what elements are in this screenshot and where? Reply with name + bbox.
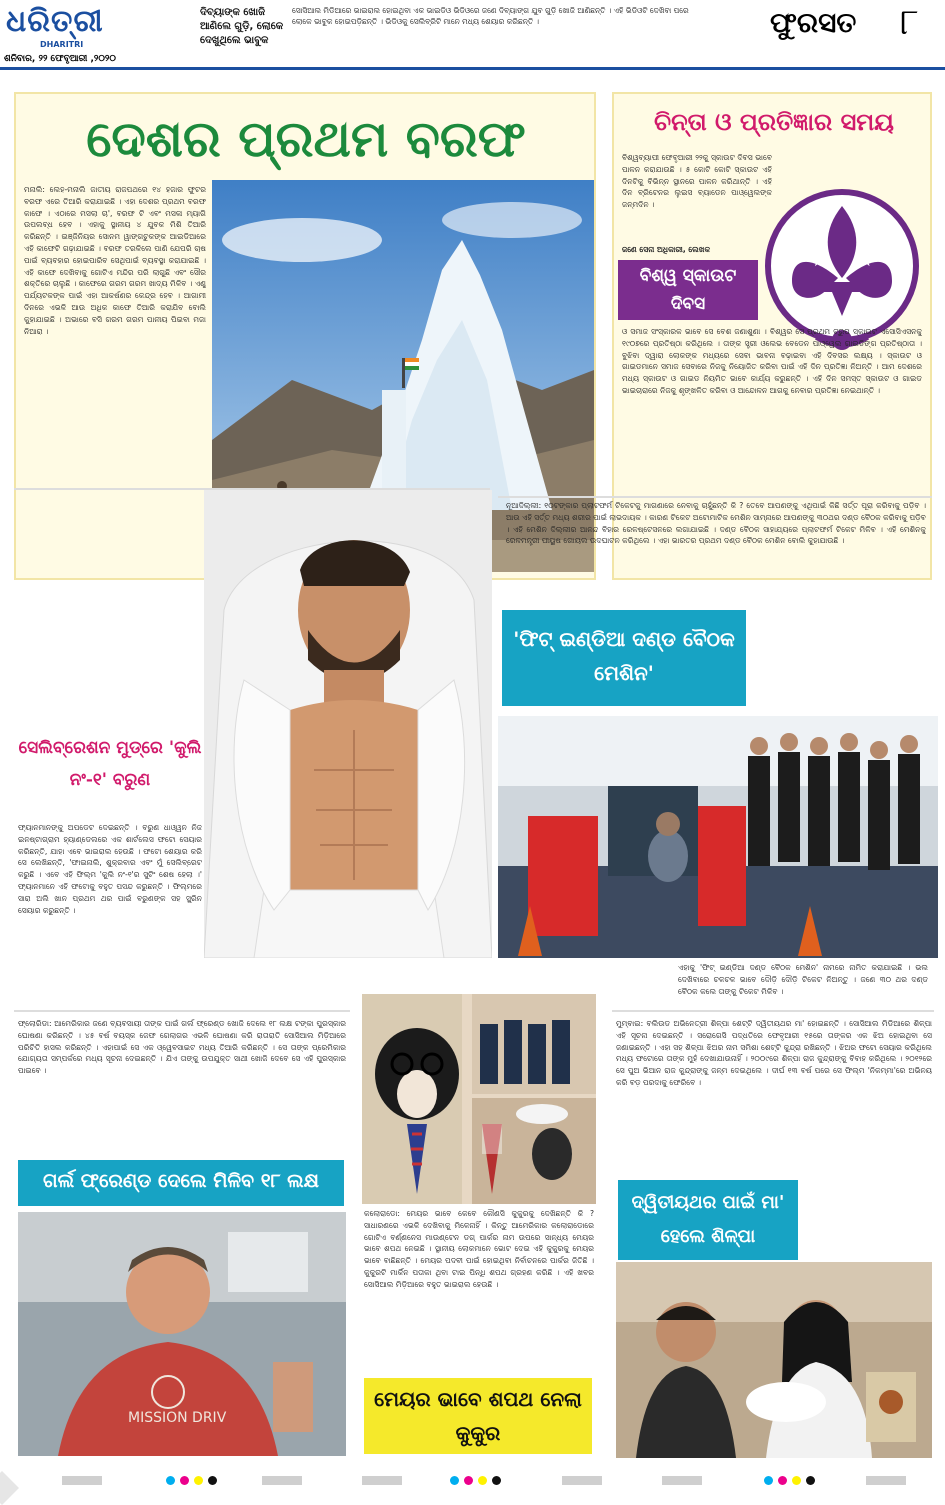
gray-bar-icon: [866, 1476, 906, 1485]
story-shilpa: [612, 1010, 934, 1462]
story-girlfriend: [14, 1010, 350, 1462]
gray-bar-icon: [62, 1476, 102, 1485]
dog-mayor-image: [362, 994, 596, 1204]
color-dot-icon: [464, 1476, 473, 1485]
shilpa-photo: [616, 1262, 932, 1458]
svg-text:★: ★: [860, 254, 873, 270]
story-fit-india-body: ନୂଆଦିଲ୍ଲୀ: ୧୦ଟଙ୍କାର ପ୍ଲାଟଫର୍ମ ଟିକେଟକୁ ମାଗଣାରେ ନେବାକୁ ଚାହୁଁଛନ୍ତି କି ? ତେବେ ଆପଣଙ୍କୁ ଏଥିପାଇଁ କିଛି ସର୍ତ୍ତ ପୂରା କରିବାକୁ ପଡ଼ିବ । ଆଉ ଏହି ସର୍ତ୍ତ ମଧ୍ୟ ଶରୀର ପାଇଁ ଲାଭଦାୟକ । କାରଣ ଟିକେଟ ଅଟୋମାଟିକ ମେଶିନ ସାମ୍ନାରେ ଆପଣଙ୍କୁ ୩୦ଥର ଦଣ୍ଡ ବୈଠକ କରିବାକୁ ପଡ଼ିବ । ଏହି ମେଶିନ ଦିଲ୍ଲୀର ଆନନ୍ଦ ବିହାର ରେଳଷ୍ଟେସନରେ ଲଗାଯାଇଛି । ଦଣ୍ଡ ବୈଠକ ସାହାଯ୍ୟରେ ପ୍ଲାଟଫର୍ମ ଟିକେଟ ମିଳିବ । ଏହି ମେଶିନକୁ ରେଳମନ୍ତ୍ରୀ ପୀୟୁଷ ଗୋୟଲ ଉଦଘାଟନ କରିଥିଲେ । ଏହା ଭାରତର ପ୍ରଥମ ଦଣ୍ଡ ବୈଠକ ମେଶିନ ବୋଲି କୁହାଯାଉଛି ।: [506, 501, 926, 546]
story-ice-cafe-body: ମନାଲି: ଲେହ-ମନାଲି ଜାତୀୟ ରାଜପଥରେ ୧୪ ହଜାର ଫୁଟର ବରଫ ଏରେ ତିଆରି କରାଯାଇଛି । ଏହା ଦେଶର ପ୍ରଥମ ବରଫ କାଫେ । ଏଠାରେ ମସଲା ଚା', ବରଫ ଟି ଏବଂ ମସଳା ମ୍ୟାଗି ଉପଲବ୍ଧ ହେବ । ଏହାକୁ ସ୍ଥାନୀୟ ୪ ଯୁବକ ମିଶି ତିଆରି କରିଛନ୍ତି । ଇଞ୍ଜିନିୟର ସୋନମ ୱାଙ୍ଗଚୁକଙ୍କ ଆଇଡିଆରେ ଏହି କାଫେଟି ଗଢ଼ାଯାଇଛି । ବରଫ ତରଳିଲେ ପାଣି ଯେପରି ଚାଷ ପାଇଁ ବ୍ୟବହାର ହୋଇପାରିବ ସେଥିପାଇଁ ବ୍ୟବସ୍ଥା କରାଯାଇଛି । ଏହି କାଫେ ଦେଖିବାକୁ ଗୋଟିଏ ମନ୍ଦିର ପରି ଲାଗୁଛି ଏବଂ ସୌର ଶକ୍ତିରେ ଚାଲୁଛି । କାଫେରେ ଗରମ ଗରମ ଖାଦ୍ୟ ମିଳିବ । ଏଣୁ ପର୍ଯ୍ୟଟକଙ୍କ ପାଇଁ ଏହା ଆକର୍ଷଣର କେନ୍ଦ୍ର ହେବ । ଆଗାମୀ ଦିନରେ ଏଭଳି ଆଉ ଅଧିକ କାଫେ ତିଆରି କରାଯିବ ବୋଲି କୁହାଯାଇଛି । ଅଭାରେ ବସି ଗରମ ଗରମ ପାନୀୟ ପିଇବା ମଜା ନିଆରା ।: [24, 185, 206, 336]
fit-india-photo: [498, 716, 938, 958]
businessman-image: [18, 1212, 346, 1456]
story-scout-ribbon: ବିଶ୍ୱ ସ୍କାଉଟ ଦିବସ: [618, 260, 758, 320]
color-dot-icon: [492, 1476, 501, 1485]
dog-mayor-photo: [362, 994, 596, 1204]
svg-text:★: ★: [812, 254, 825, 270]
masthead: [0, 0, 945, 70]
story-varun-body: ଫ୍ୟାନମାନଙ୍କୁ ଅପଡେଟ ଦେଇଛନ୍ତି । ବରୁଣ ଧାଓ୍ୱନ ନିଜ ଇନଷ୍ଟାଗ୍ରାମ ହ୍ୟାଣ୍ଡେଲରେ ଏକ ଶାର୍ଟଲେସ ଫଟୋ ସେୟାର କରିଛନ୍ତି, ଯାହା ଏବେ ଭାଇରାଲ ହେଉଛି । ଫଟୋ ଶେୟାର କରି ସେ ଲେଖିଛନ୍ତି, 'ଫାଇନାଲି, ଶୁକ୍ରବାର ଏବଂ ମୁଁ ସେଲିବ୍ରେଟ କରୁଛି । ଏବେ ଏହି ଫିଲ୍ମ 'କୁଲି ନଂ-୧'ର ସୁଟିଂ ଶେଷ ହେଲା ।' ଫ୍ୟାନମାନେ ଏହି ଫଟୋକୁ ବହୁତ ପସନ୍ଦ କରୁଛନ୍ତି । ଫିଲ୍ମରେ ସାରା ଅଲି ଖାନ ପ୍ରଥମ ଥର ପାଇଁ ବରୁଣଙ୍କ ସହ ସ୍କ୍ରିନ ସେୟାର କରୁଛନ୍ତି ।: [18, 823, 202, 915]
story-dog-body: କଲୋରାଡୋ: ମେୟର ଭାବେ କେବେ କୌଣସି କୁକୁରକୁ ଦେଖିଛନ୍ତି କି ? ସାଧାରଣରେ ଏଭଳି ଦେଖିବାକୁ ମିଳେନାହିଁ । କିନ୍ତୁ ଆମେରିକାର କଲୋରାଡୋରେ ଗୋଟିଏ ବର୍ଣ୍ଣନେସ ମାଉଣ୍ଟେନ ଡଗ୍ ପାର୍କର ନାମ ଉପରେ ସାନ୍ଧ୍ୟ ମେୟର ଭାବେ ଶପଥ ନେଇଛି । ସ୍ଥାନୀୟ ଲୋକମାନେ ଭୋଟ ଦେଇ ଏହି କୁକୁରକୁ ମେୟର ଭାବେ ବାଛିଛନ୍ତି । ମେୟର ପଦବୀ ପାଇଁ ହୋଇଥିବା ନିର୍ବାଚନରେ ପାର୍କର ଜିତିଛି । କୁକୁରଟି ମାର୍କିନ ପତାକା ଥିବା ଟାଇ ପିନ୍ଧି ଶପଥ ଗ୍ରହଣ କରିଛି । ଏହି ଖବର ସୋସିଆଲ ମିଡ଼ିଆରେ ବହୁତ ଭାଇରାଲ ହେଉଛି ।: [364, 1209, 594, 1289]
actor-portrait-image: [204, 490, 492, 958]
color-dot-icon: [764, 1476, 773, 1485]
newspaper-logo-subtitle: DHARITRI: [40, 40, 84, 49]
color-dot-icon: [806, 1476, 815, 1485]
color-dot-icon: [450, 1476, 459, 1485]
newspaper-logo: ଧରିତ୍ରୀ: [6, 4, 104, 39]
story-fit-india-caption: ଏହାକୁ 'ଫିଟ୍ ଇଣ୍ଡିଆ ଦଣ୍ଡ ବୈଠକ ମେଶିନ' ନାମରେ ନାମିତ କରାଯାଇଛି । ଭଲ ଦେଖିବାରେ ଚଳଚଳ ଭାବେ ଦୌଡ଼ି ଦୌଡ଼ି ଟିକେଟ ନିଅନ୍ତୁ । ଜଣେ ୩୦ ଥର ଦଣ୍ଡ ବୈଠକ କଲେ ତାଙ୍କୁ ଟିକେଟ ମିଳିବ ।: [678, 963, 928, 996]
color-dot-icon: [208, 1476, 217, 1485]
story-dog-headline: ମେୟର ଭାବେ ଶପଥ ନେଲା କୁକୁର: [374, 1387, 582, 1445]
story-scout-body-bottom: ଓ ସମାଜ ସଂସ୍କାରକ ଭାବେ ସେ ବେଶ ଜଣାଶୁଣା । ବିଶ୍ୱର ସେ ପ୍ରଥମ ଟ୍ରୁପ ସ୍କାଉଟ ଏସୋସିଏସନକୁ ୧୯୦୭ରେ ପ୍ରତିଷ୍ଠା କରିଥିଲେ । ତାଙ୍କ ସ୍ତ୍ରୀ ଓଲେଭ ବେଡେନ ପାଓ୍ୱେଲ ଗାଇଡିଙ୍ଗ ପ୍ରତିଷ୍ଠାତା । ବୁଝିବା ଦ୍ୱାରା ଲୋକଙ୍କ ମଧ୍ୟରେ ସେବା ଭାବନା ବଢ଼ାଇବା ଏହି ଦିବସର ଲକ୍ଷ୍ୟ । ସ୍କାଉଟ ଓ ଗାଇଡମାନେ ସମାଜ ସେବାରେ ନିଜକୁ ନିୟୋଜିତ କରିବା ପାଇଁ ଏହି ଦିନ ପ୍ରତିଜ୍ଞା ନିଅନ୍ତି । ଆମ ଦେଶରେ ମଧ୍ୟ ସ୍କାଉଟ ଓ ଗାଇଡ ନିୟମିତ ଭାବେ କାର୍ଯ୍ୟ କରୁଛନ୍ତି । ଏହି ଦିନ ସମସ୍ତ ସ୍କାଉଟ ଓ ଗାଇଡ ଭାଇଚାରାରେ ନିଜକୁ ଶୃଙ୍ଖଳିତ କରିବା ଓ ଆନ୍ଦୋଳନ ଆଗକୁ ନେବାର ପ୍ରତିଜ୍ଞା ନେଇଥାନ୍ତି ।: [622, 327, 922, 395]
gray-bar-icon: [362, 1476, 402, 1485]
story-fit-india-headline: 'ଫିଟ୍ ଇଣ୍ଡିଆ ଦଣ୍ଡ ବୈଠକ ମେଶିନ': [502, 610, 746, 706]
story-girlfriend-body: ଫ୍ଲୋରିଡା: ଆମେରିକାର ଜଣେ ବ୍ୟବସାୟୀ ତାଙ୍କ ପାଇଁ ଗର୍ଲ ଫ୍ରେଣ୍ଡ ଖୋଜି ଦେଲେ ୧୮ ଲକ୍ଷ ଟଙ୍କା ପୁରସ୍କାର ଘୋଷଣା କରିଛନ୍ତି । ୪୫ ବର୍ଷ ବୟସ୍କ ଜେଫ ଗେଲାଗର ଏଭଳି ଘୋଷଣା କରି ରାତାରାତି ସୋସିଆଲ ମିଡ଼ିଆରେ ପରିଚିତି ହାସଲ କରିଛନ୍ତି । ଏହାପାଇଁ ସେ ଏକ ଓ୍ୱେବସାଇଟ ମଧ୍ୟ ତିଆରି କରିଛନ୍ତି । ସେ ତାଙ୍କ ପ୍ରେମିକାର ଯୋଗ୍ୟତା ସମ୍ପର୍କରେ ମଧ୍ୟ ସୂଚନା ଦେଇଛନ୍ତି । ଯିଏ ତାଙ୍କୁ ଉପଯୁକ୍ତ ସାଥୀ ଖୋଜି ଦେବେ ସେ ଏହି ପୁରସ୍କାର ପାଇବେ ।: [18, 1019, 346, 1076]
story-scout-headline: ଚିନ୍ତା ଓ ପ୍ରତିଜ୍ଞାର ସମୟ: [654, 107, 894, 136]
gray-bar-icon: [562, 1476, 602, 1485]
story-dog-headline-box: [364, 1378, 592, 1454]
story-ice-cafe-headline: ଦେଶର ପ୍ରଥମ ବରଫ: [86, 109, 526, 168]
color-dot-icon: [180, 1476, 189, 1485]
ticker-text: ସୋସିଆଲ ମିଡିଆରେ ଭାଇରାଲ ହୋଇଥିବା ଏକ ଭାଇଡିଓ ଭିଡିଓରେ ଜଣେ ଦିବ୍ୟାଙ୍ଗ ଯୁବ ଗୁଡ଼ି ଖୋଜି ଆଣିଛନ୍ତି । ଏହି ଭିଡିଓଟି ଦେଖିବା ପରେ ଲୋକେ ଭାବୁକ ହୋଇପଡ଼ିଛନ୍ତି । ଭିଡିଓକୁ ସେଲିବ୍ରିଟି ମାନେ ମଧ୍ୟ ଶେୟାର କରିଛନ୍ତି ।: [292, 6, 689, 26]
issue-date: ଶନିବାର, ୨୨ ଫେବୃଆରୀ ,୨୦୨୦: [4, 54, 116, 64]
story-scout-byline: ଜଣେ ସେନା ଅଧିକାରୀ, ଲେଖକ: [622, 245, 711, 254]
story-shilpa-headline: ଦ୍ୱିତୀୟଥର ପାଇଁ ମା' ହେଲେ ଶିଳ୍ପା: [618, 1180, 798, 1260]
print-registration-marks: [0, 1466, 945, 1498]
story-dog-mayor: [362, 994, 596, 1460]
squat-machine-image: [498, 716, 938, 958]
crop-mark-icon: [0, 1471, 19, 1505]
color-dot-icon: [166, 1476, 175, 1485]
section-title: ଫୁରସତ: [770, 6, 857, 39]
story-varun: [14, 488, 490, 998]
shilpa-family-image: [616, 1262, 932, 1458]
color-dot-icon: [478, 1476, 487, 1485]
page-number: ୮: [900, 2, 919, 43]
svg-text:MISSION DRIV: MISSION DRIV: [128, 1410, 227, 1426]
story-shilpa-body: ମୁମ୍ବାଇ: ବଲିଉଡ ଅଭିନେତ୍ରୀ ଶିଳ୍ପା ଶେଟ୍ଟି ଦ୍ୱିତୀୟଥର ମା' ହୋଇଛନ୍ତି । ସୋସିଆଲ ମିଡିଆରେ ଶିଳ୍ପା ଏହି ସୂଚନା ଦେଇଛନ୍ତି । ସରୋଗେସି ପଦ୍ଧତିରେ ଫେବୃଆରୀ ୧୫ରେ ତାଙ୍କର ଏକ ଝିଅ ହୋଇଥିବା ସେ ଜଣାଇଛନ୍ତି । ଏହା ସହ ଶିଳ୍ପା ଝିଅର ନାମ ସମିଶା ଶେଟ୍ଟି କୁନ୍ଦ୍ରା ରଖିଛନ୍ତି । ଝିଅର ଫଟୋ ସେୟାର କରିଥିଲେ ମଧ୍ୟ ଫଟୋରେ ତାଙ୍କ ମୁହଁ ଦେଖାଯାଉନାହିଁ । ୨୦୦୯ରେ ଶିଳ୍ପା ରାଜ କୁନ୍ଦ୍ରାଙ୍କୁ ବିବାହ କରିଥିଲେ । ୨୦୧୨ରେ ସେ ପୁଅ ଭିଆନ ରାଜ କୁନ୍ଦ୍ରାଙ୍କୁ ଜନ୍ମ ଦେଇଥିଲେ । ଦୀର୍ଘ ୧୩ ବର୍ଷ ପରେ ସେ ଫିଲ୍ମ 'ନିକମ୍ମା'ରେ ଅଭିନୟ କରି ବଡ଼ ପରଦାକୁ ଫେରିବେ ।: [616, 1019, 932, 1087]
varun-photo: [204, 490, 492, 958]
color-dot-icon: [194, 1476, 203, 1485]
gray-bar-icon: [662, 1476, 702, 1485]
girlfriend-photo: [18, 1212, 346, 1456]
story-girlfriend-headline: ଗର୍ଲ ଫ୍ରେଣ୍ଡ ଦେଲେ ମିଳିବ ୧୮ ଲକ୍ଷ: [18, 1160, 344, 1206]
story-fit-india: [498, 496, 932, 996]
story-scout-body-top: ବିଶ୍ୱବ୍ୟାପୀ ଫେବୃଆରୀ ୨୨କୁ ସ୍କାଉଟ ଦିବସ ଭାବେ ପାଳନ କରାଯାଉଛି । ୫ କୋଟି କୋଟି ସ୍କାଉଟ ଏହି ଦିନଟିକୁ ବିଭିନ୍ନ ସ୍ଥାନରେ ପାଳନ କରିଥାନ୍ତି । ଏହି ଦିନ ବ୍ରିଟେନର ଲୁଇସ ବ୍ୟାଡେନ ପାଓ୍ୱେଲଙ୍କ ଜନ୍ମଦିନ ।: [622, 153, 772, 210]
ticker-headline: ଦିବ୍ୟାଙ୍କ ଖୋଜି ଆଣିଲେ ଗୁଡ଼ି, ଲୋକେ ଦେଖୁଥିଲେ ଭାବୁକ: [200, 7, 284, 46]
color-dot-icon: [792, 1476, 801, 1485]
story-varun-headline: ସେଲିବ୍ରେଶନ ମୁଡ୍‌ରେ 'କୁଲି ନଂ-୧' ବରୁଣ: [18, 738, 202, 790]
color-dot-icon: [778, 1476, 787, 1485]
gray-bar-icon: [262, 1476, 302, 1485]
